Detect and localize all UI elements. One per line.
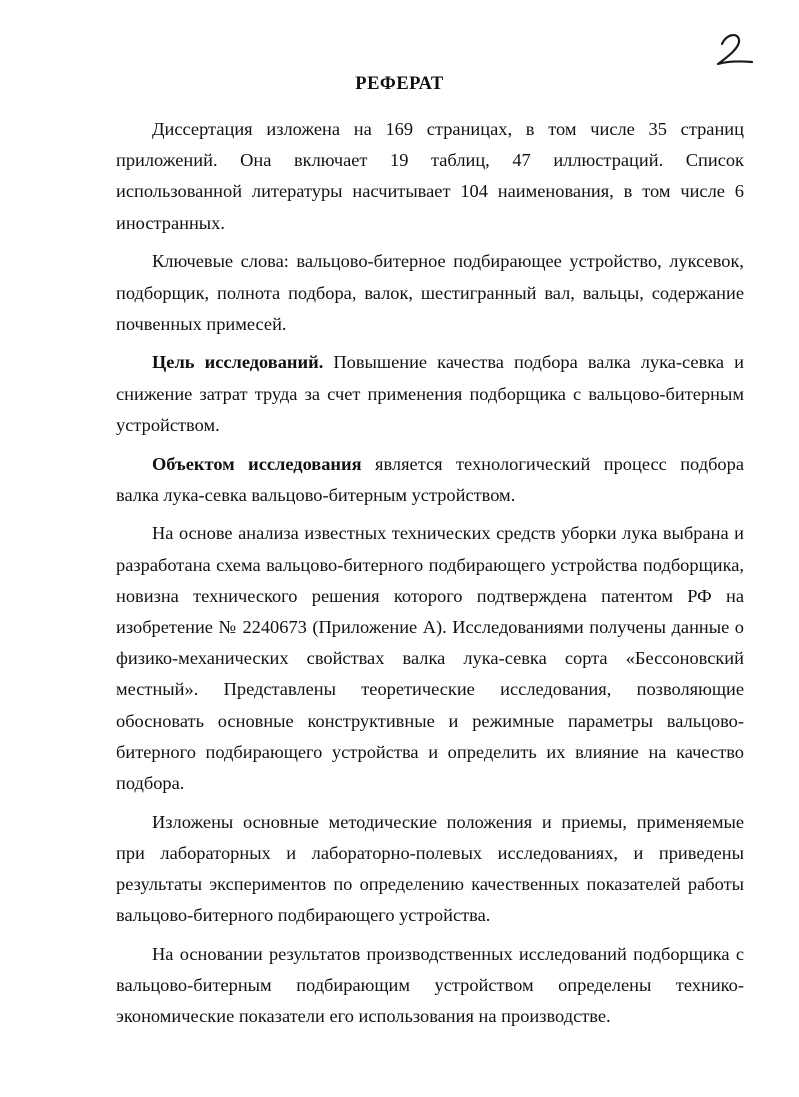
paragraph-text: Ключевые слова: вальцово-битерное подбирающее устройство, луксевок, подборщик, полнота подбора, валок, шестигранный вал, вальцы, содержание почвенных примесей. bbox=[116, 251, 744, 334]
handwritten-page-number bbox=[712, 28, 756, 68]
paragraph-methods bbox=[116, 807, 744, 932]
paragraph-keywords bbox=[116, 246, 744, 340]
paragraph-text: Повышение качества подбора валка лука-севка и снижение затрат труда за счет применения подборщика с вальцово-битерным устройством. bbox=[116, 352, 744, 435]
paragraph-production bbox=[116, 939, 744, 1033]
paragraph-research-goal bbox=[116, 347, 744, 441]
document-body bbox=[116, 114, 744, 1040]
paragraph-text: является технологический процесс подбора валка лука-севка вальцово-битерным устройством. bbox=[116, 453, 744, 505]
paragraph-lead: Объектом исследования bbox=[152, 453, 362, 474]
paragraph-research-object bbox=[116, 449, 744, 511]
paragraph-text: На основании результатов производственных исследований подборщика с вальцово-битерным подбирающим устройством определены технико-экономические показатели его использования на производстве. bbox=[116, 944, 744, 1027]
document-title: РЕФЕРАТ bbox=[355, 74, 444, 94]
paragraph-lead: Цель исследований. bbox=[152, 352, 324, 373]
handwritten-two-icon bbox=[712, 28, 756, 68]
paragraph-text: Изложены основные методические положения и приемы, применяемые при лабораторных и лабораторно-полевых исследованиях, и приведены результаты экспериментов по определению качественных показателей работы вальцово-битерного подбирающего устройства. bbox=[116, 811, 744, 926]
paragraph-text: Диссертация изложена на 169 страницах, в том числе 35 страниц приложений. Она включает 19 таблиц, 47 иллюстраций. Список использованной литературы насчитывает 104 наименования, в том числе 6 иностранных. bbox=[116, 119, 744, 233]
paragraph-summary bbox=[116, 114, 744, 239]
paragraph-text: На основе анализа известных технических средств уборки лука выбрана и разработана схема вальцово-битерного подбирающего устройства подборщика, новизна технического решения которого подтверждена патентом РФ на изобретение № 2240673 (Приложение А). Исследованиями получены данные о физико-механических свойствах валка лука-севка сорта «Бессоновский местный». Представлены теоретические исследования, позволяющие обосновать основные конструктивные и режимные параметры вальцово-битерного подбирающего устройства и определить их влияние на качество подбора. bbox=[116, 523, 744, 794]
paragraph-analysis bbox=[116, 518, 744, 799]
